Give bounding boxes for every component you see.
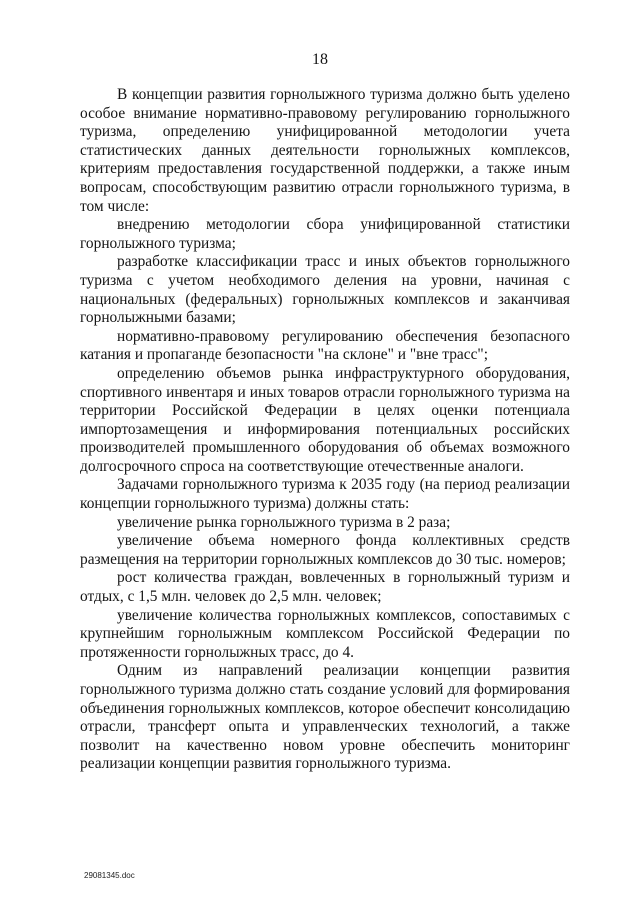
list-item-safety-regulation: нормативно-правовому регулированию обеспечения безопасного катания и пропаганде безопасности "на склоне" и "вне трасс"; bbox=[80, 327, 570, 364]
footer-file-code: 29081345.doc bbox=[84, 871, 135, 880]
paragraph-association: Одним из направлений реализации концепции развития горнолыжного туризма должно стать создание условий для формирования объединения горнолыжных комплексов, которое обеспечит консолидацию отрасли, трансферт опыта и управленческих технологий, а также позволит на качественно новом уровне обеспечить мониторинг реализации концепции развития горнолыжного туризма. bbox=[80, 662, 570, 773]
list-item-trail-classification: разработке классификации трасс и иных объектов горнолыжного туризма с учетом необходимого деления на уровни, начиная с национальных (федеральных) горнолыжных комплексов и заканчивая горнолыжными базами; bbox=[80, 253, 570, 327]
list-item-room-stock: увеличение объема номерного фонда коллективных средств размещения на территории горнолыжных комплексов до 30 тыс. номеров; bbox=[80, 532, 570, 568]
paragraph-intro: В концепции развития горнолыжного туризма должно быть уделено особое внимание нормативно-правовому регулированию горнолыжного туризма, определению унифицированной методологии учета статистических данных деятельности горнолыжных комплексов, критериям предоставления государственной поддержки, а также иным вопросам, способствующим развитию отрасли горнолыжного туризма, в том числе: bbox=[80, 86, 570, 215]
paragraph-tasks-2035: Задачами горнолыжного туризма к 2035 году (на период реализации концепции горнолыжного туризма) должны стать: bbox=[80, 476, 570, 513]
list-item-citizens-growth: рост количества граждан, вовлеченных в горнолыжный туризм и отдых, с 1,5 млн. человек до 2,5 млн. человек; bbox=[80, 569, 570, 606]
list-item-statistics-methodology: внедрению методологии сбора унифицированной статистики горнолыжного туризма; bbox=[80, 216, 570, 252]
document-body bbox=[80, 86, 570, 774]
list-item-market-growth: увеличение рынка горнолыжного туризма в 2 раза; bbox=[117, 513, 451, 531]
list-item-market-volume: определению объемов рынка инфраструктурного оборудования, спортивного инвентаря и иных товаров отрасли горнолыжного туризма на территории Российской Федерации в целях оценки потенциала импортозамещения и информирования потенциальных российских производителей промышленного оборудования об объемах возможного долгосрочного спроса на соответствующие отечественные аналоги. bbox=[80, 364, 570, 475]
list-item-resort-count: увеличение количества горнолыжных комплексов, сопоставимых с крупнейшим горнолыжным комплексом Российской Федерации по протяженности горнолыжных трасс, до 4. bbox=[80, 606, 570, 661]
page-number: 18 bbox=[312, 51, 328, 68]
